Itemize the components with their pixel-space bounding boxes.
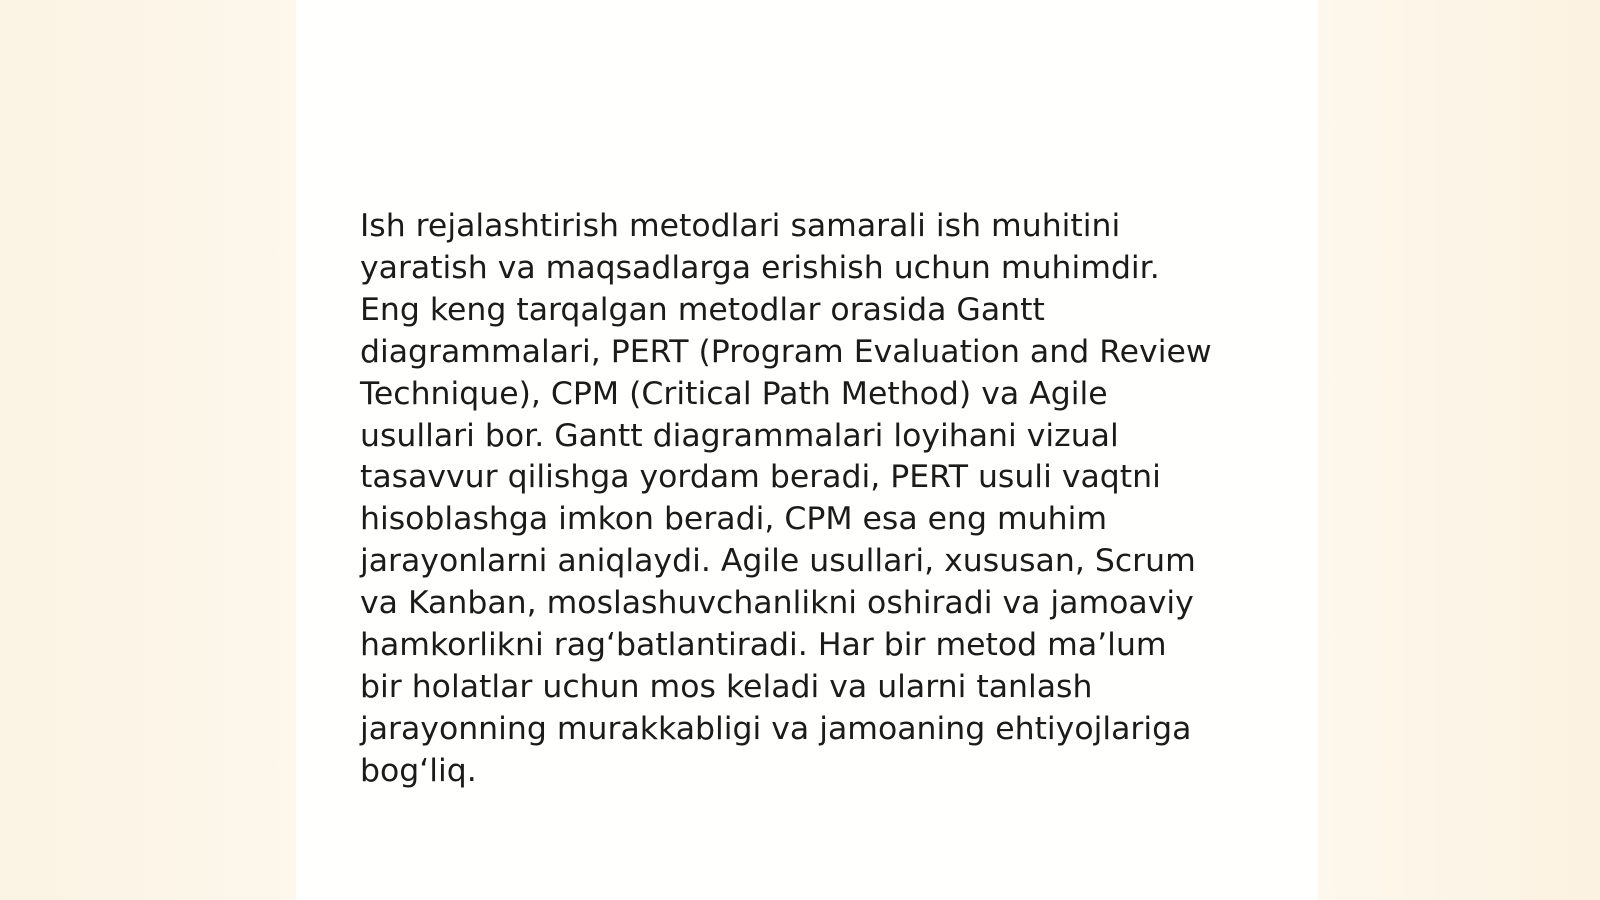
- text-line: tasavvur qilishga yordam beradi, PERT usuli vaqtni: [360, 459, 1161, 496]
- text-line: bir holatlar uchun mos keladi va ularni tanlash: [360, 668, 1093, 705]
- text-line: hisoblashga imkon beradi, CPM esa eng muhim: [360, 501, 1108, 538]
- text-line: Ish rejalashtirish metodlari samarali ish muhitini: [360, 208, 1121, 244]
- text-line: hamkorlikni rag‘batlantiradi. Har bir metod ma’lum: [360, 627, 1167, 664]
- text-line: jarayonning murakkabligi va jamoaning ehtiyojlariga: [360, 710, 1192, 747]
- left-margin-area: [0, 0, 296, 900]
- text-line: va Kanban, moslashuvchanlikni oshiradi va jamoaviy: [360, 585, 1194, 622]
- text-line: yaratish va maqsadlarga erishish uchun muhimdir.: [360, 249, 1160, 286]
- text-line: bog‘liq.: [360, 752, 477, 789]
- slide-body-text: [360, 206, 1260, 793]
- text-line: Eng keng tarqalgan metodlar orasida Gantt: [360, 291, 1045, 328]
- text-line: Technique), CPM (Critical Path Method) va Agile: [360, 375, 1108, 412]
- text-line: jarayonlarni aniqlaydi. Agile usullari, xususan, Scrum: [360, 543, 1196, 580]
- slide-page: [296, 0, 1318, 900]
- text-line: usullari bor. Gantt diagrammalari loyihani vizual: [360, 417, 1119, 454]
- right-margin-area: [1318, 0, 1600, 900]
- text-line: diagrammalari, PERT (Program Evaluation and Review: [360, 333, 1212, 370]
